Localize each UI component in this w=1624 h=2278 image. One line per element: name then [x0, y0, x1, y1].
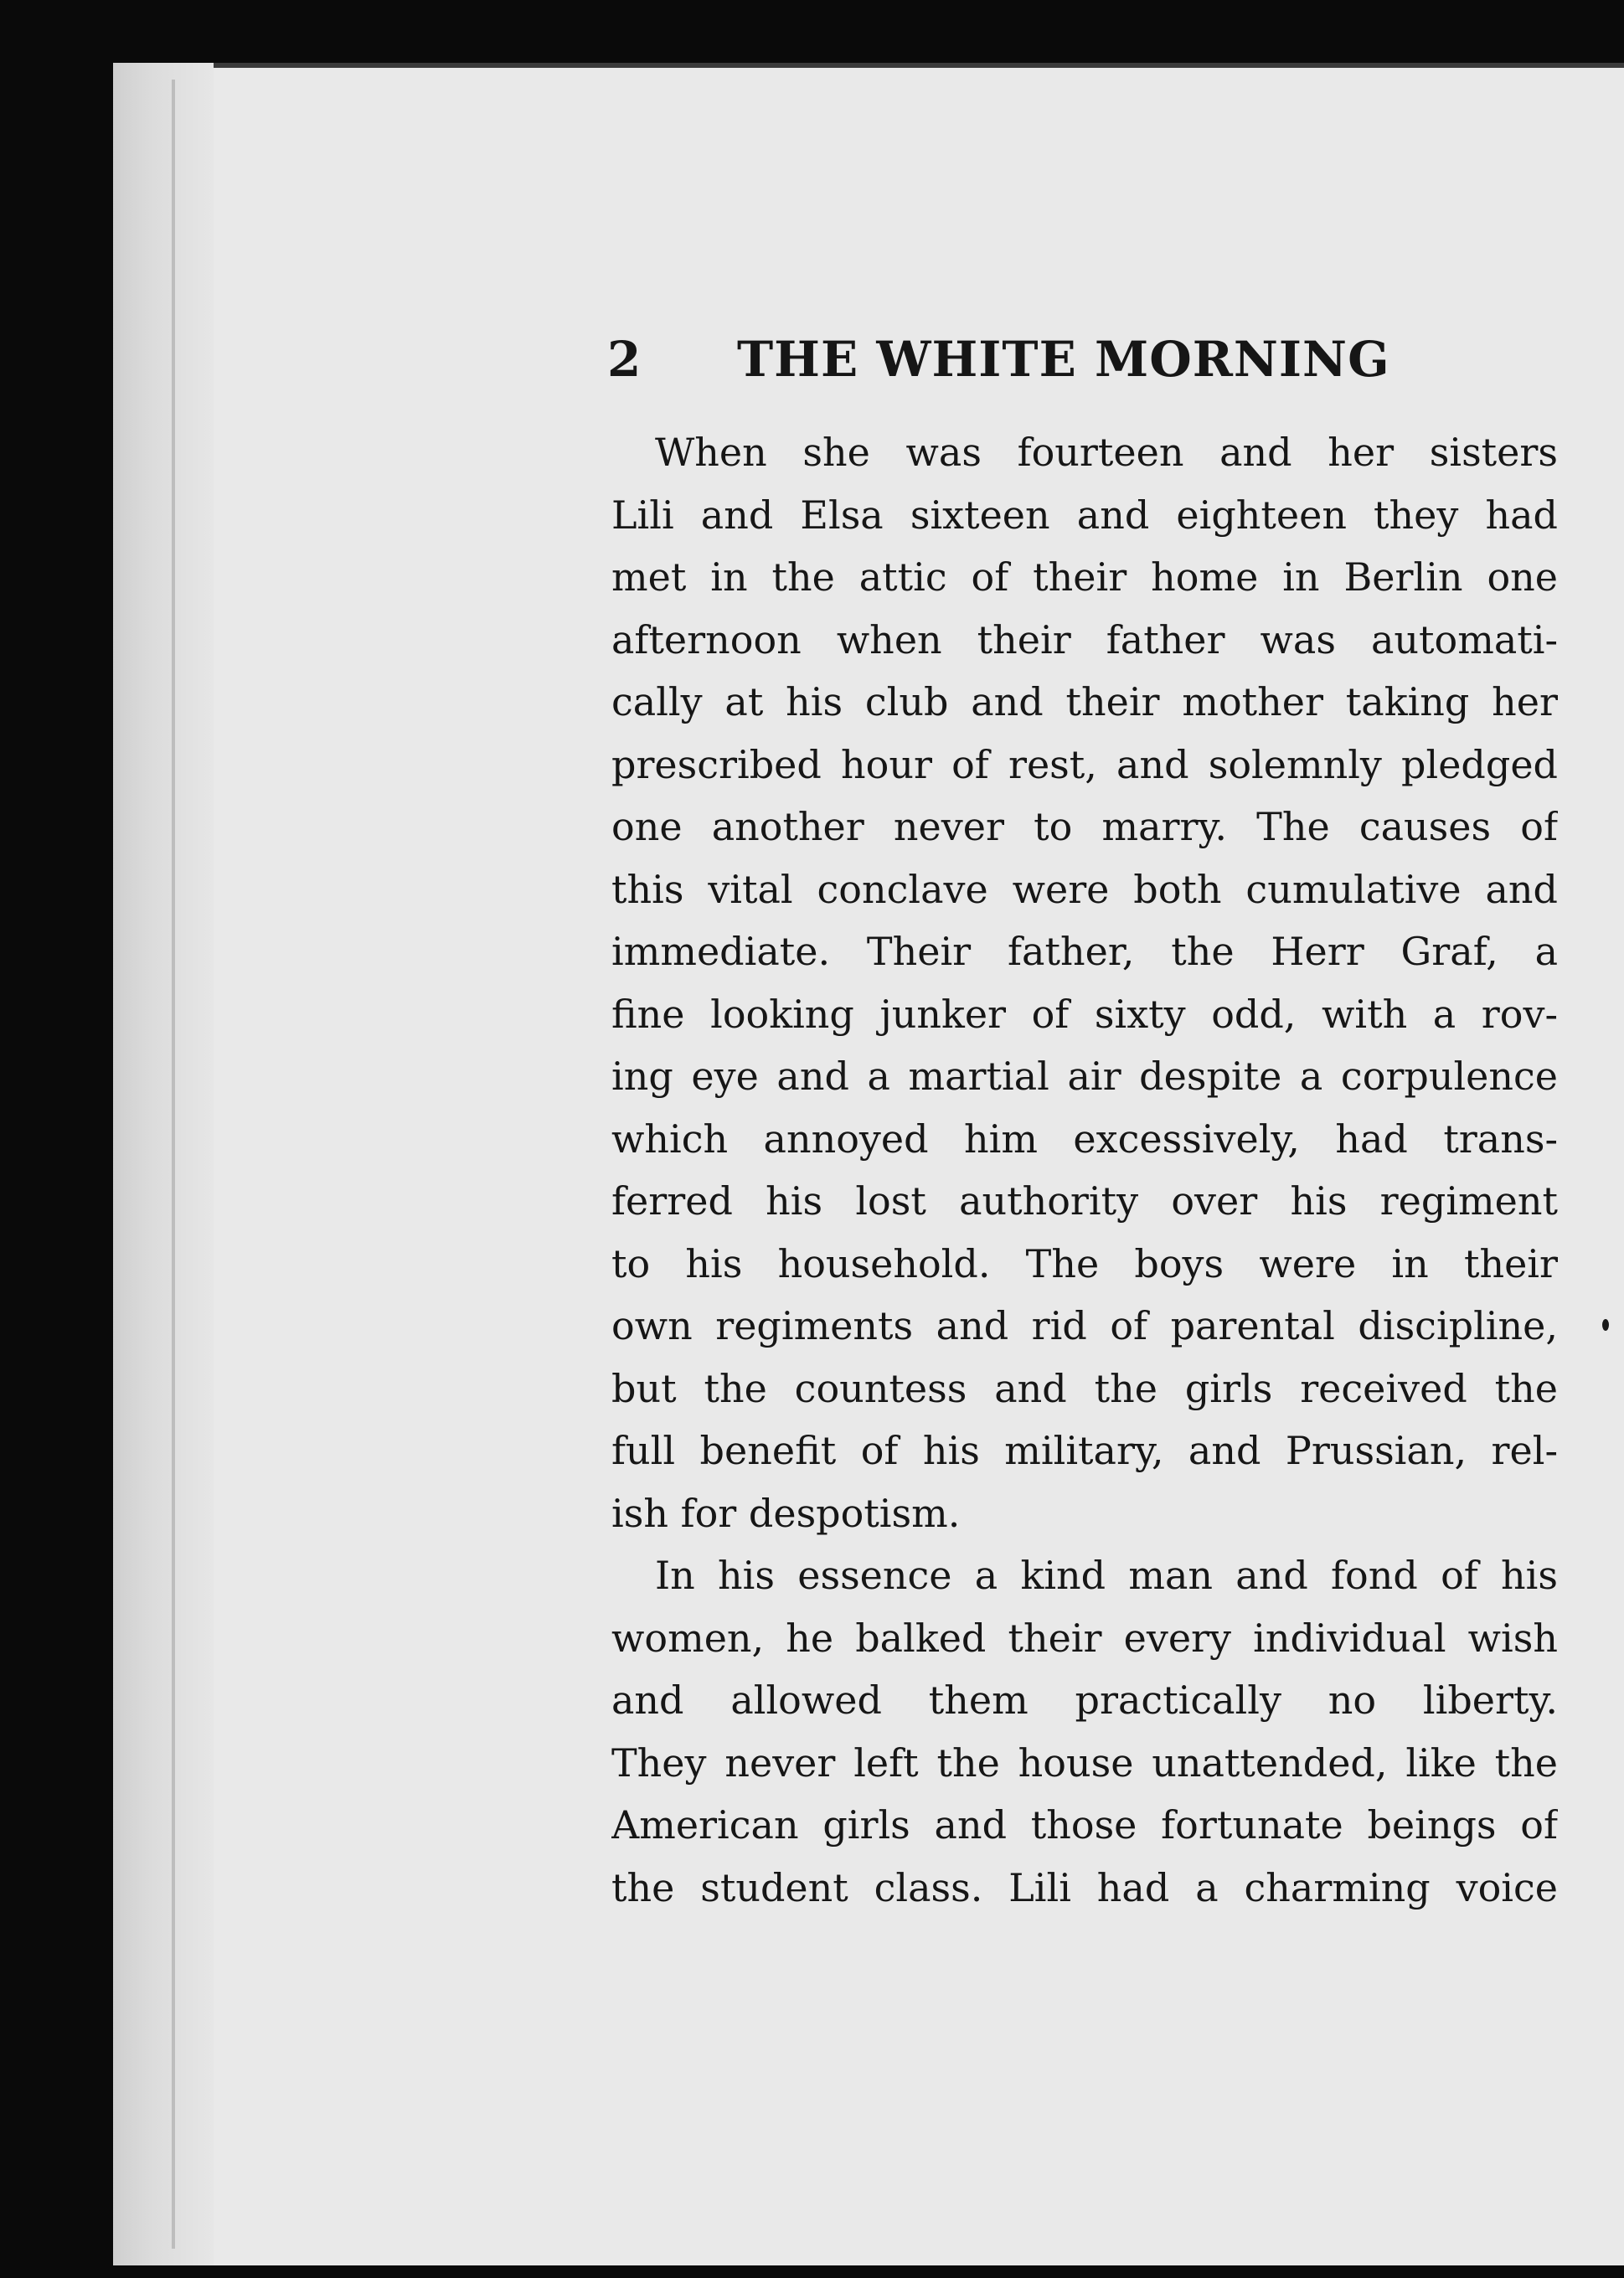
text-line: American girls and those fortunate beings of [611, 1802, 1558, 1848]
text-line: ish for despotism. [611, 1490, 961, 1536]
text-line: fine looking junker of sixty odd, with a rov- [611, 991, 1558, 1037]
text-line: met in the attic of their home in Berlin one [611, 554, 1558, 600]
page-header [607, 331, 1445, 398]
text-line: this vital conclave were both cumulative and [611, 866, 1558, 912]
text-line: When she was fourteen and her sisters [655, 430, 1558, 475]
text-line: ing eye and a martial air despite a corpulence [611, 1054, 1558, 1099]
text-line: to his household. The boys were in their [611, 1240, 1558, 1286]
book-page [113, 63, 1624, 2265]
text-line: and allowed them practically no liberty. [611, 1678, 1558, 1723]
text-line: ferred his lost authority over his regiment [611, 1178, 1558, 1224]
text-line: They never left the house unattended, like the [611, 1739, 1558, 1786]
page-number: 2 [607, 331, 642, 388]
text-line: own regiments and rid of parental discipline, [611, 1303, 1558, 1348]
text-line: cally at his club and their mother taking her [611, 679, 1558, 724]
text-line: the student class. Lili had a charming voice [611, 1864, 1558, 1910]
body-text [611, 421, 1558, 1919]
text-line: but the countess and the girls received the [611, 1365, 1558, 1411]
text-line: In his essence a kind man and fond of his [655, 1553, 1558, 1598]
running-title: THE WHITE MORNING [737, 331, 1390, 388]
text-line: afternoon when their father was automati- [611, 616, 1558, 662]
scan-speck [1602, 1319, 1609, 1331]
text-line: which annoyed him excessively, had trans- [611, 1116, 1558, 1162]
page-gutter [113, 63, 214, 2265]
text-line: women, he balked their every individual wish [611, 1615, 1558, 1661]
text-line: full benefit of his military, and Prussian, rel- [611, 1428, 1558, 1473]
text-line: one another never to marry. The causes of [611, 804, 1558, 849]
gutter-crease [172, 80, 175, 2249]
text-line: prescribed hour of rest, and solemnly pledged [611, 741, 1558, 787]
text-line: Lili and Elsa sixteen and eighteen they had [611, 492, 1558, 538]
text-line: immediate. Their father, the Herr Graf, a [611, 929, 1558, 974]
